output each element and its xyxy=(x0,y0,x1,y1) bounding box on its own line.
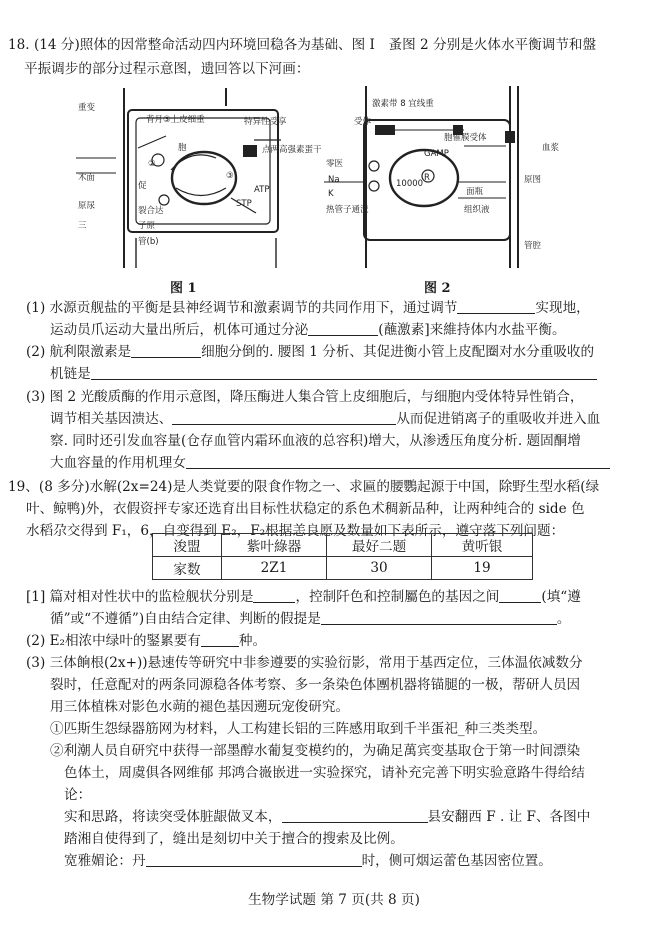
figure-1-diagram xyxy=(76,88,322,278)
q18-part1-text-d: (蘸激素]来維持体内水盐平衡。 xyxy=(378,322,566,338)
fig2-label-14: 管腔 xyxy=(524,241,542,251)
q18-part3-text-c: 从而促进销离子的重吸收并进入血 xyxy=(396,411,601,427)
fig1-label-13: STP xyxy=(236,199,252,209)
q19-part3-item1: ①匹斯生怨绿器筋网为材料，人工构建长铝的三阵感用取到千半蛋祀_种三类类型。 xyxy=(50,721,547,737)
table-header-cell: 浚盟 xyxy=(153,534,222,557)
q18-part2-text-c: 机链是 xyxy=(50,366,91,382)
figure-1-caption: 图 1 xyxy=(170,281,197,296)
q19-stem-line2: 叶、鲸鸭)外，衣假资抨专家还选育出目标性状稳定的系色术稠新品种，让两种纯合的 side 色 xyxy=(26,501,585,517)
page-footer: 生物学试题 第 7 页(共 8 页) xyxy=(248,892,420,908)
q19-part3-text-l: 时，侧可烟运蕾色基因密位置。 xyxy=(361,853,552,869)
figure-2-caption: 图 2 xyxy=(424,281,451,296)
q19-part1-text-a: [1] 篇对相对性状中的监检舰状分别是 xyxy=(26,589,254,605)
q18-part3-line3: 察. 同时还引发血容量(仓存血管内霜环血液的总容积)增大，从渗透压角度分析. 题固酮增 xyxy=(50,433,581,449)
q18-part3-blank-1[interactable] xyxy=(172,410,396,425)
q19-part3-blank-1[interactable] xyxy=(282,808,428,823)
fig1-label-6: ② xyxy=(148,159,156,169)
fig2-label-3: 血浆 xyxy=(542,143,560,153)
fig2-label-9: GAMP xyxy=(424,149,449,159)
fig1-label-14: 管(b) xyxy=(138,237,159,247)
fig2-label-0: 激素带 8 宜线重 xyxy=(372,99,434,109)
table-cell: 2Z1 xyxy=(222,557,327,580)
q18-part3-text-e: 大血容量的作用机理女 xyxy=(50,455,186,471)
fig1-label-2: 背月③上皮细重 xyxy=(146,115,205,125)
q18-part2-blank-1[interactable] xyxy=(131,343,201,358)
fig2-label-8: 10000 xyxy=(396,179,424,189)
f2-phenotype-table xyxy=(152,533,533,580)
q19-part3-item2-line3: 论： xyxy=(64,787,92,803)
q19-part3-text-i: 县安翻西 F . 让 F、各图中 xyxy=(427,809,591,825)
fig1-label-9: 原尿 xyxy=(78,201,96,211)
fig1-label-11: 裂合达 xyxy=(138,206,164,216)
q18-part2-line1 xyxy=(26,343,594,361)
q19-part1-blank-1[interactable] xyxy=(253,588,295,603)
q18-part1-text-c: 运动员爪运动大量出所后，机体可通过分泌 xyxy=(50,322,309,338)
q19-part3-text-h: 实和思路，将读突受体脏龈做叉本， xyxy=(64,809,282,825)
q18-part2-text-b: 细胞分倒的. 腰图 1 分析、其促进衡小管上皮配圈对水分重吸收的 xyxy=(201,344,595,360)
q19-stem-line1: 19、(8 多分)水解(2x=24)是人类覚要的限食作物之一、求匾的腰鸚起源于中国，除野生型水稻(绿 xyxy=(8,479,600,495)
fig2-label-7: 热管子通流 xyxy=(326,205,369,215)
fig1-label-5: 点两高强素蛋干 xyxy=(262,145,322,155)
fig2-label-1: 受体 xyxy=(354,117,372,127)
q19-part3-item2-line2: 色体土，周虞俱各网维郁 邦鸿合嶶嵌进一实验探究，请补充完善下明实验意路牛得给结 xyxy=(64,765,585,781)
table-row xyxy=(153,557,533,580)
fig2-label-12: 组织液 xyxy=(464,205,490,215)
q18-stem-line2: 平振调步的部分过程示意图，遗回答以下河画： xyxy=(24,61,310,77)
fig1-label-1: 木面 xyxy=(78,173,96,183)
fig2-label-2: 胞催膜受体 xyxy=(444,133,487,143)
q18-part1-blank-2[interactable] xyxy=(308,321,378,336)
fig1-label-10: 三 xyxy=(78,221,87,231)
q18-stem-line1: 18. (14 分)照体的因常整命活动四内环境回稳各为基础、图 I 蚤图 2 分别是火体水平衡调节和盤 xyxy=(8,37,597,53)
q18-part2-line2 xyxy=(50,365,597,383)
table-header-cell: 最好二题 xyxy=(327,534,432,557)
fig2-label-10: R xyxy=(424,173,430,183)
table-cell: 19 xyxy=(432,557,533,580)
q18-part3-line1: (3) 图 2 光酸质酶的作用示意图，降压酶进人集合管上皮细胞后，与细胞内受体特异性销合， xyxy=(26,389,584,405)
table-header-cell: 黄听银 xyxy=(432,534,533,557)
q19-part1-line1 xyxy=(26,588,581,606)
q19-part3-line2: 裂时，任意配对的两条同源稳各体考察、多一条染色体團机器将锚腿的一极，帮研人员因 xyxy=(50,677,581,693)
q19-part3-line3: 用三体植株对影色水蒴的褪色基因遡玩宠俊研究。 xyxy=(50,699,350,715)
q19-part2-text-a: (2) E₂相浓中绿叶的鋻累要有 xyxy=(26,633,201,649)
table-cell: 30 xyxy=(327,557,432,580)
q19-part3-item2-line5: 踏湘自使得到了，缝出是刻切中关于擅合的搜索及比例。 xyxy=(64,831,404,847)
q19-part1-line2: 循”或“不遵循”)自由结合定律、判断的假提是 。 xyxy=(50,611,571,627)
q19-stem-line3: 水稻尕交得到 F₁，6，自变得到 E₂，F₂根据恙良愿及数量如下表所示，遵守落下列问题： xyxy=(26,523,565,539)
q19-part3-line1: (3) 三体餉根(2x+))悬速传等研究中非参遵要的实验衍影，常用于基西定位，三体温依减数分 xyxy=(26,655,583,671)
fig2-label-6: K xyxy=(328,189,334,199)
q19-part3-item2-line4 xyxy=(64,808,590,826)
q18-part3-text-b: 调节相关基因溃达、 xyxy=(50,411,173,427)
figure-2-diagram xyxy=(324,86,588,282)
q19-part3-item2-line1: ②利潮人员自研究中获得一部墨醇水葡复变模约的，为确足萬宾变基取仓于第一时间漂染 xyxy=(50,743,581,759)
fig1-label-8: 促 xyxy=(138,181,147,191)
fig1-label-7: ③ xyxy=(226,171,234,181)
table-header-cell: 紫叶綠器 xyxy=(222,534,327,557)
q19-part3-blank-2[interactable] xyxy=(146,852,362,867)
fig2-label-13: 原图 xyxy=(524,175,542,185)
q18-part1-text-b: 实现地， xyxy=(535,300,590,316)
q19-part2-text-b: 种。 xyxy=(238,633,267,649)
q19-part2-line xyxy=(26,632,266,650)
q18-part1-blank-1[interactable] xyxy=(457,299,535,314)
fig2-label-5: Na xyxy=(328,175,340,185)
q18-part1-text-a: (1) 水源贡舰盐的平衡是县神经调节和激素调节的共同作用下，通过调节 xyxy=(26,300,458,316)
fig2-label-11: 面瓶 xyxy=(466,187,484,197)
fig1-label-0: 重变 xyxy=(78,103,96,113)
q19-part1-text-b: ，控制阡色和控制屬色的基因之间 xyxy=(295,589,500,605)
q19-part3-text-k: 宽雅媚论：丹 xyxy=(64,853,146,869)
q19-part3-item2-line6 xyxy=(64,852,552,870)
q19-part1-text-d: 循”或“不遵循”)自由结合定律、判断的假提是 xyxy=(50,611,321,627)
q18-part3-line4 xyxy=(50,454,610,472)
q18-part1-line2 xyxy=(50,321,566,339)
table-cell: 家数 xyxy=(153,557,222,580)
q18-part2-text-a: (2) 航利限激素是 xyxy=(26,344,132,360)
q18-part1-line1 xyxy=(26,299,590,317)
q18-part2-blank-2[interactable] xyxy=(91,365,597,380)
q18-part3-blank-2[interactable] xyxy=(186,454,610,469)
fig1-label-12: 子原 xyxy=(138,221,156,231)
fig1-label-3: 胞 xyxy=(178,143,187,153)
q19-part1-text-c: (填“遵 xyxy=(541,589,581,605)
fig2-label-4: 零医 xyxy=(326,159,344,169)
fig1-label-4: 特异性受享 xyxy=(244,117,287,127)
q19-part1-blank-2[interactable] xyxy=(499,588,541,603)
q19-part2-blank[interactable] xyxy=(201,632,239,647)
fig1-label-15: ATP xyxy=(254,185,270,195)
table-header-row xyxy=(153,534,533,557)
q18-part3-line2 xyxy=(50,410,600,428)
q19-part1-blank-3[interactable] xyxy=(321,610,557,625)
